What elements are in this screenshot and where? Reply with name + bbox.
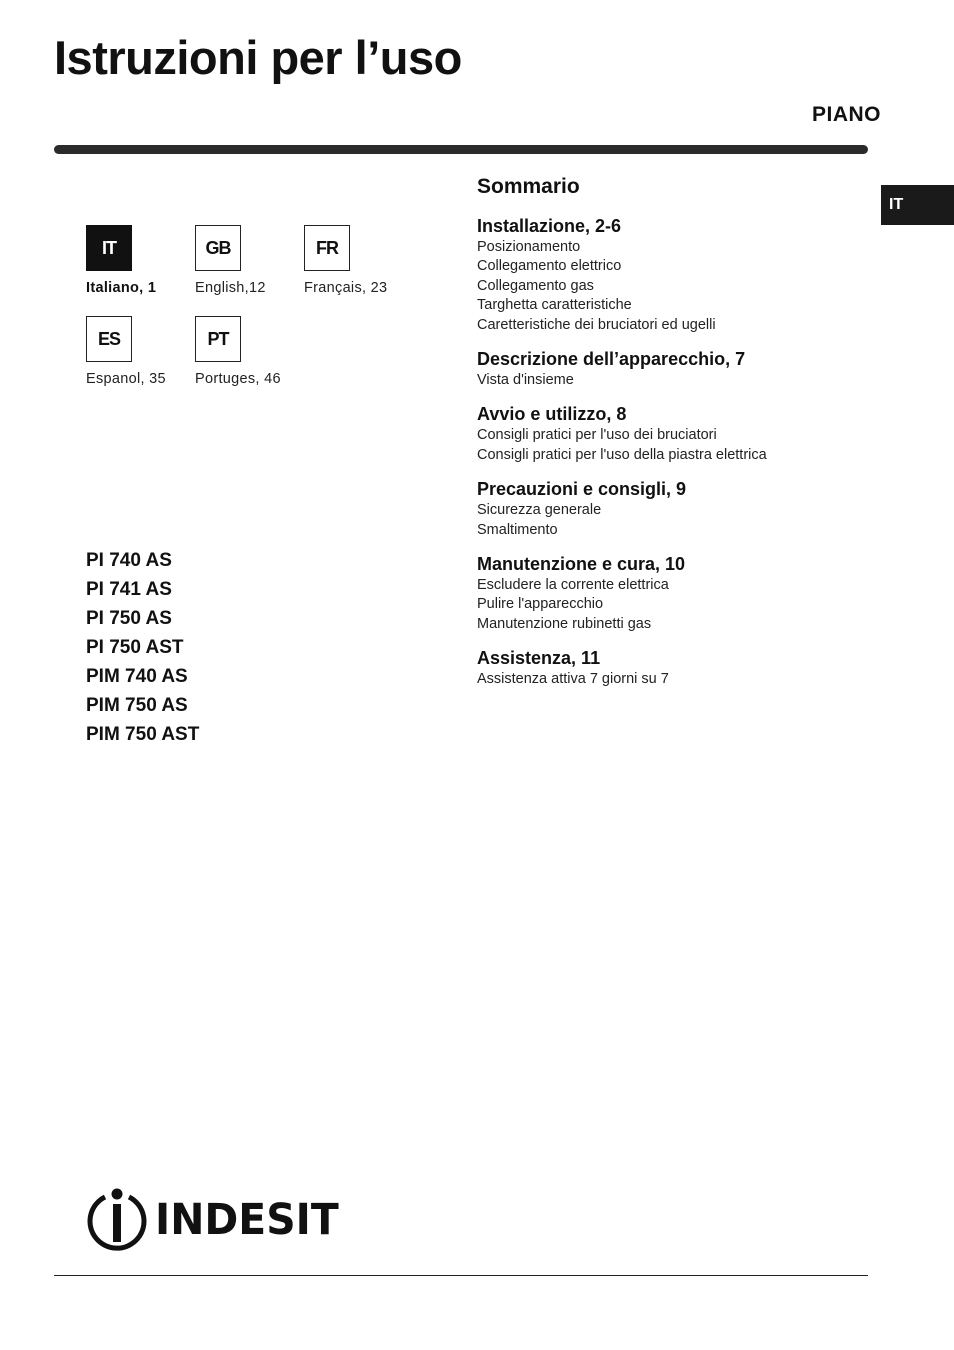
language-label-pt: Portuges, 46 <box>195 371 281 387</box>
language-label-es: Espanol, 35 <box>86 371 166 387</box>
language-item-pt[interactable] <box>195 316 281 387</box>
toc-item[interactable]: Posizionamento <box>477 239 581 255</box>
toc-item[interactable]: Sicurezza generale <box>477 502 602 519</box>
toc-section-precauzioni <box>477 478 877 540</box>
toc-heading[interactable]: Installazione, 2-6 <box>477 216 622 236</box>
header-divider <box>54 145 868 154</box>
toc-item[interactable]: Collegamento gas <box>477 277 594 294</box>
toc-item[interactable]: Collegamento elettrico <box>477 258 622 275</box>
model-list <box>86 549 199 752</box>
language-label-fr: Français, 23 <box>304 280 388 296</box>
toc-item[interactable]: Escludere la corrente elettrica <box>477 577 669 594</box>
toc-section-manutenzione <box>477 553 877 634</box>
toc-item[interactable]: Pulire l'apparecchio <box>477 596 604 613</box>
toc-section-avvio <box>477 403 877 465</box>
model-item: PIM 750 AS <box>86 695 188 716</box>
toc-heading[interactable]: Assistenza, 11 <box>477 648 601 669</box>
toc-heading[interactable]: Manutenzione e cura, 10 <box>477 554 686 575</box>
language-code-pt[interactable]: PT <box>195 316 241 362</box>
toc-heading[interactable]: Descrizione dell’apparecchio, 7 <box>477 349 746 370</box>
toc-heading[interactable]: Avvio e utilizzo, 8 <box>477 404 627 425</box>
language-item-it[interactable] <box>86 225 156 296</box>
language-item-fr[interactable] <box>304 225 387 296</box>
language-code-it[interactable]: IT <box>86 225 132 271</box>
toc-item[interactable]: Assistenza attiva 7 giorni su 7 <box>477 671 669 688</box>
brand-logo <box>86 1188 348 1252</box>
model-item: PI 740 AS <box>86 550 172 571</box>
toc-item[interactable]: Smaltimento <box>477 521 558 538</box>
table-of-contents <box>477 175 877 703</box>
page-title: Istruzioni per l’uso <box>54 31 462 84</box>
language-code-es[interactable]: ES <box>86 316 132 362</box>
toc-title: Sommario <box>477 175 580 198</box>
language-label-it: Italiano, 1 <box>86 280 157 296</box>
toc-item[interactable]: Consigli pratici per l'uso dei bruciatori <box>477 427 717 444</box>
model-item: PIM 750 AST <box>86 724 200 745</box>
language-code-fr[interactable]: FR <box>304 225 350 271</box>
toc-section-assistenza <box>477 647 877 689</box>
model-item: PI 750 AS <box>86 608 172 629</box>
language-code-gb[interactable]: GB <box>195 225 241 271</box>
model-item: PI 741 AS <box>86 579 172 600</box>
footer-divider <box>54 1275 868 1276</box>
language-label-gb: English,12 <box>195 280 266 296</box>
toc-item[interactable]: Caretteristiche dei bruciatori ed ugelli <box>477 316 716 333</box>
toc-heading[interactable]: Precauzioni e consigli, 9 <box>477 479 687 500</box>
language-item-es[interactable] <box>86 316 166 387</box>
toc-section-installazione <box>477 215 877 335</box>
model-item: PIM 740 AS <box>86 666 188 687</box>
toc-item[interactable]: Targhetta caratteristiche <box>477 297 632 314</box>
product-label: PIANO <box>811 103 881 126</box>
indesit-logo-icon <box>86 1188 148 1252</box>
brand-name: INDESIT <box>155 1195 339 1245</box>
language-side-tab: IT <box>881 185 954 225</box>
toc-item[interactable]: Manutenzione rubinetti gas <box>477 615 652 632</box>
toc-section-descrizione <box>477 348 877 390</box>
toc-item[interactable]: Consigli pratici per l'uso della piastra elettrica <box>477 446 767 463</box>
model-item: PI 750 AST <box>86 637 184 658</box>
language-item-gb[interactable] <box>195 225 266 296</box>
toc-item[interactable]: Vista d'insieme <box>477 372 574 389</box>
